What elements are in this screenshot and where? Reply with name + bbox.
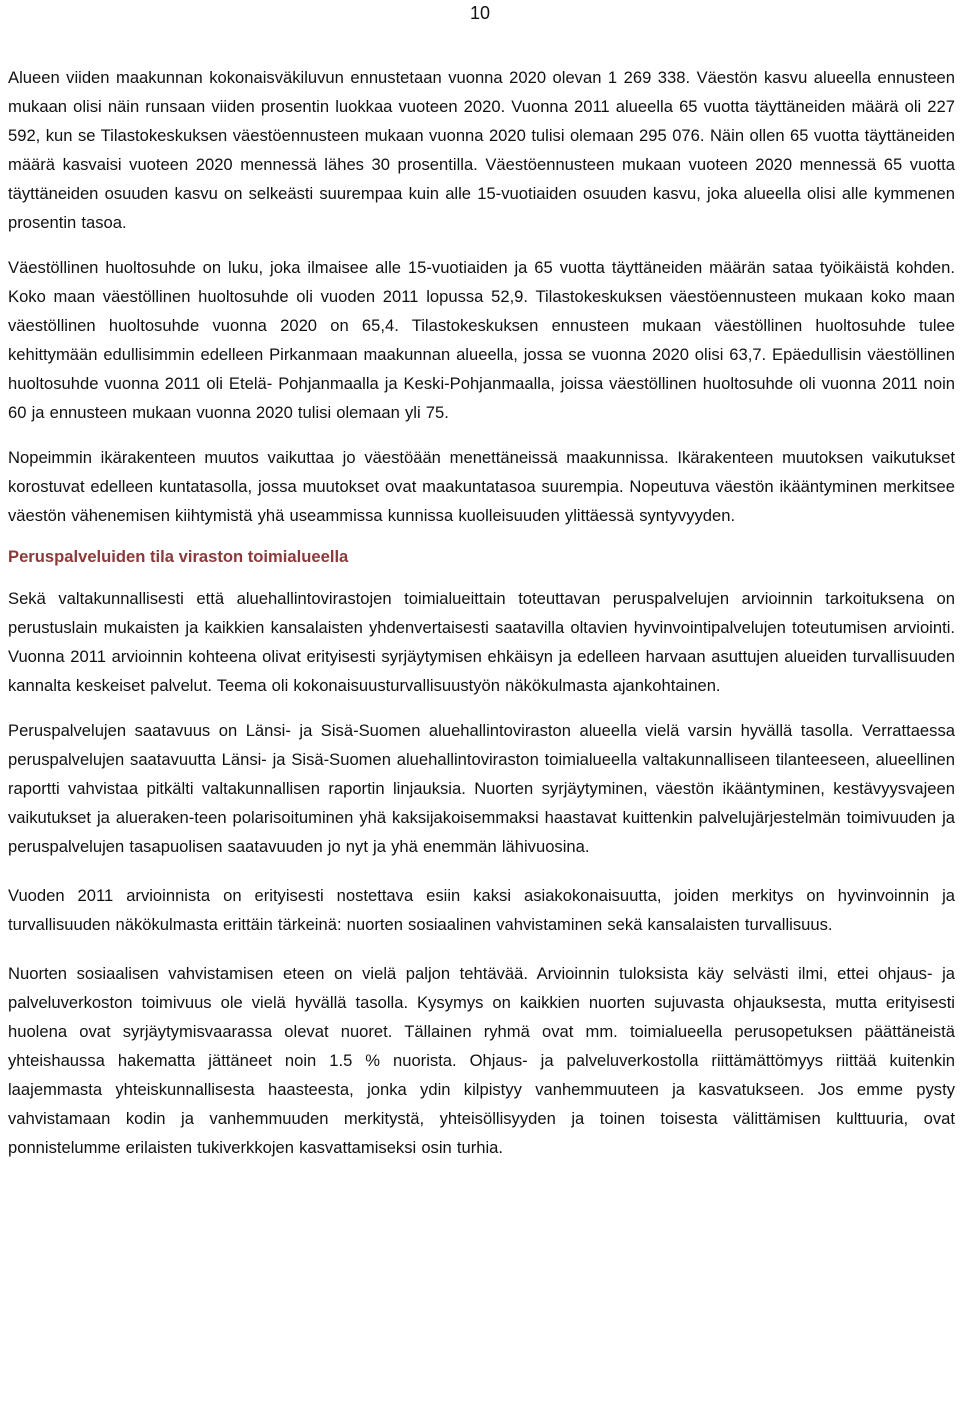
paragraph-age-structure: Nopeimmin ikärakenteen muutos vaikuttaa jo väestöään menettäneissä maakunnissa. Ikärakenteen muutoksen vaikutukset korostuvat edelleen kuntatasolla, jossa muutokset ovat maakuntatasoa suurempia. Nopeutuva väestön ikääntyminen merkitsee väestön vähenemisen kiihtymistä yhä useammissa kunnissa kuolleisuuden ylittäessä syntyvyyden. <box>8 448 955 525</box>
paragraph-key-themes: Vuoden 2011 arvioinnista on erityisesti nostettava esiin kaksi asiakokonaisuutta, joiden merkitys on hyvinvoinnin ja turvallisuuden näkökulmasta erittäin tärkeinä: nuorten sosiaalinen vahvistaminen sekä kansalaisten turvallisuus. <box>8 886 955 934</box>
page-number: 10 <box>469 3 491 23</box>
paragraph-service-availability: Peruspalvelujen saatavuus on Länsi- ja Sisä-Suomen aluehallintoviraston alueella vielä varsin hyvällä tasolla. Verrattaessa peruspalvelujen saatavuutta Länsi- ja Sisä-Suomen aluehallintoviraston toimialueella valtakunnalliseen tilanteeseen, alueellinen raportti vahvistaa pitkälti valtakunnallisen raportin linjauksia. Nuorten syrjäytyminen, väestön ikääntyminen, kestävyysvajeen vaikutukset ja alueraken-teen polarisoituminen yhä kaksijakoisemmaksi haastavat kuittenkin palvelujärjestelmän toimivuuden ja peruspalvelujen tasapuolisen saatavuuden jo nyt ja yhä enemmän lähivuosina. <box>8 721 955 856</box>
paragraph-basic-services-evaluation: Sekä valtakunnallisesti että aluehallintovirastojen toimialueittain toteuttavan peruspalvelujen arvioinnin tarkoituksena on perustuslain mukaisten ja kaikkien kansalaisten yhdenvertaisesti saatavilla oltavien hyvinvointipalvelujen toteutumisen arviointi. Vuonna 2011 arvioinnin kohteena olivat erityisesti syrjäytymisen ehkäisyn ja edelleen harvaan asuttujen alueiden turvallisuuden kannalta keskeiset palvelut. Teema oli kokonaisuusturvallisuustyön näkökulmasta ajankohtainen. <box>8 589 955 695</box>
document-body <box>8 63 955 1162</box>
paragraph-youth-support: Nuorten sosiaalisen vahvistamisen eteen on vielä paljon tehtävää. Arvioinnin tuloksista käy selvästi ilmi, ettei ohjaus- ja palveluverkoston toimivuus ole vielä hyvällä tasolla. Kysymys on kaikkien nuorten sujuvasta ohjauksesta, mutta erityisesti huolena ovat syrjäytymisvaarassa olevat nuoret. Tällainen ryhmä ovat mm. toimialueella perusopetuksen päättäneistä yhteishaussa hakematta jättäneet noin 1.5 % nuorista. Ohjaus- ja palveluverkostolla riittämättömyys riittää kuitenkin laajemmasta yhteiskunnallisesta haasteesta, jonka ydin kilpistyy vanhemmuuteen ja kasvatukseen. Jos emme pysty vahvistamaan kodin ja vanhemmuuden merkitystä, yhteisöllisyyden ja toinen toisesta välittämisen kulttuuria, ovat ponnistelumme erilaisten tukiverkkojen kasvattamiseksi osin turhia. <box>8 964 955 1157</box>
section-heading: Peruspalveluiden tila viraston toimialueella <box>8 547 349 566</box>
paragraph-dependency-ratio: Väestöllinen huoltosuhde on luku, joka ilmaisee alle 15-vuotiaiden ja 65 vuotta täyttäneiden määrän sataa työikäistä kohden. Koko maan väestöllinen huoltosuhde oli vuoden 2011 lopussa 52,9. Tilastokeskuksen väestöennusteen mukaan koko maan väestöllinen huoltosuhde vuonna 2020 on 65,4. Tilastokeskuksen ennusteen mukaan väestöllinen huoltosuhde tulee kehittymään edullisimmin edelleen Pirkanmaan maakunnan alueella, jossa se vuonna 2020 olisi 63,7. Epäedullisin väestöllinen huoltosuhde vuonna 2011 oli Etelä- Pohjanmaalla ja Keski-Pohjanmaalla, joissa väestöllinen huoltosuhde oli vuonna 2011 noin 60 ja ennusteen mukaan vuonna 2020 tulisi olemaan yli 75. <box>8 258 955 422</box>
paragraph-population-forecast: Alueen viiden maakunnan kokonaisväkiluvun ennustetaan vuonna 2020 olevan 1 269 338. Väestön kasvu alueella ennusteen mukaan olisi näin runsaan viiden prosentin luokkaa vuoteen 2020. Vuonna 2011 alueella 65 vuotta täyttäneiden määrä oli 227 592, kun se Tilastokeskuksen väestöennusteen mukaan vuonna 2020 tulisi olemaan 295 076. Näin ollen 65 vuotta täyttäneiden määrä kasvaisi vuoteen 2020 mennessä lähes 30 prosentilla. Väestöennusteen mukaan vuoteen 2020 mennessä 65 vuotta täyttäneiden osuuden kasvu on selkeästi suurempaa kuin alle 15-vuotiaiden osuuden kasvu, joka alueella olisi alle kymmenen prosentin tasoa. <box>8 68 955 232</box>
